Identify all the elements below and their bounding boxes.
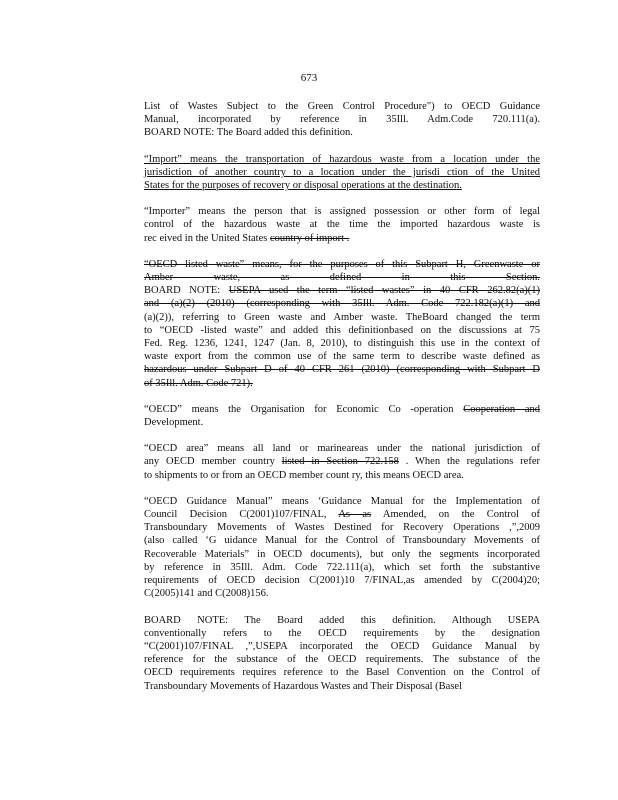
text-run: “OECD Guidance Manual” means ‘Guidance Manual for the Implementation of xyxy=(144,495,540,507)
text-run: “OECD area” means all land or marineareas under the national jurisdiction of xyxy=(144,443,540,455)
text-run: to shipments to or from an OECD member count ry, this means OECD area. xyxy=(144,469,464,481)
paragraph-oecd-guidance-manual xyxy=(144,495,540,601)
text-line xyxy=(144,153,540,166)
deleted-text: As as xyxy=(338,509,372,521)
text-line xyxy=(144,521,540,534)
text-line xyxy=(144,666,540,679)
text-line xyxy=(144,113,540,126)
paragraph-gap xyxy=(144,390,540,403)
text-line xyxy=(144,640,540,653)
paragraph-oecd-definition xyxy=(144,403,540,429)
text-line xyxy=(144,337,540,350)
text-line xyxy=(144,126,540,139)
text-run: requirements of OECD decision C(2001)10 7/FINAL,as amended by C(2004)20; xyxy=(144,575,540,587)
text-line xyxy=(144,271,540,284)
text-run: “C(2001)107/FINAL ,”,USEPA incorporated the OECD Guidance Manual by xyxy=(144,640,540,652)
text-run: (a)(2)), referring to Green waste and Amber waste. TheBoard changed the term xyxy=(144,311,540,323)
paragraph-green-control-procedure xyxy=(144,100,540,140)
text-line xyxy=(144,495,540,508)
paragraph-gap xyxy=(144,429,540,442)
text-line xyxy=(144,653,540,666)
text-line xyxy=(144,548,540,561)
paragraph-gap xyxy=(144,140,540,153)
deleted-text: “OECD listed waste” means, for the purposes of this Subpart H, Greenwaste or xyxy=(144,258,540,270)
text-run: waste export from the common use of the same term to describe waste defined as xyxy=(144,351,540,363)
text-run: Council Decision C(2001)107/FINAL, xyxy=(144,509,339,521)
text-run: . When the regulations refer xyxy=(398,456,540,468)
text-run: (also called ‘G uidance Manual for the Control of Transboundary Movements of xyxy=(144,535,540,547)
text-line xyxy=(144,442,540,455)
deleted-text: listed in Section 722.158 xyxy=(281,456,399,468)
deleted-text: hazardous under Subpart D of 40 CFR 261 (2010) (corresponding with Subpart D xyxy=(144,364,540,376)
text-line xyxy=(144,218,540,231)
text-run: to “OECD -listed waste” and added this definitionbased on the discussions at 75 xyxy=(144,324,540,336)
deleted-text: USEPA used the term “listed wastes” in 40 CFR 262.82(a)(1) xyxy=(228,285,540,297)
text-line xyxy=(144,508,540,521)
paragraph-oecd-area xyxy=(144,442,540,482)
text-line xyxy=(144,574,540,587)
document-body xyxy=(144,100,540,693)
inserted-text: jurisdiction of another country to a location under the jurisdi ction of the United xyxy=(144,166,540,178)
text-line xyxy=(144,627,540,640)
text-run: any OECD member country xyxy=(144,456,282,468)
text-line xyxy=(144,587,540,600)
text-line xyxy=(144,561,540,574)
text-run: “Importer” means the person that is assigned possession or other form of legal xyxy=(144,206,540,218)
text-run: Recoverable Materials” in OECD documents), but only the segments incorporated xyxy=(144,548,540,560)
text-run: BOARD NOTE: The Board added this definition. Although USEPA xyxy=(144,614,540,626)
deleted-text: country of import . xyxy=(269,232,350,244)
paragraph-gap xyxy=(144,482,540,495)
text-run: Development. xyxy=(144,417,204,429)
paragraph-importer-definition xyxy=(144,205,540,245)
paragraph-oecd-listed-waste xyxy=(144,258,540,390)
text-run: Transboundary Movements of Hazardous Wastes and Their Disposal (Basel xyxy=(144,680,462,692)
text-line xyxy=(144,403,540,416)
text-line xyxy=(144,232,540,245)
text-run: by reference in 35Ill. Adm. Code 722.111(a), which set forth the substantive xyxy=(144,561,540,573)
text-line xyxy=(144,311,540,324)
text-line xyxy=(144,377,540,390)
text-run: control of the hazardous waste at the time the imported hazardous waste is xyxy=(144,219,540,231)
paragraph-gap xyxy=(144,245,540,258)
text-line xyxy=(144,284,540,297)
text-line xyxy=(144,258,540,271)
text-line xyxy=(144,297,540,310)
deleted-text: of 35Ill. Adm. Code 721). xyxy=(144,377,253,389)
text-line xyxy=(144,350,540,363)
text-run: C(2005)141 and C(2008)156. xyxy=(144,588,269,600)
deleted-text: and (a)(2) (2010) (corresponding with 35Ill. Adm. Code 722.182(a)(1) and xyxy=(144,298,540,310)
text-run: BOARD NOTE: The Board added this definition. xyxy=(144,127,353,139)
deleted-text: Cooperation and xyxy=(463,403,540,415)
text-line xyxy=(144,534,540,547)
paragraph-gap xyxy=(144,601,540,614)
paragraph-board-note-usepa xyxy=(144,614,540,693)
page-number: 673 xyxy=(300,72,318,84)
text-line xyxy=(144,416,540,429)
text-run: Fed. Reg. 1236, 1241, 1247 (Jan. 8, 2010), to distinguish this use in the context of xyxy=(144,338,540,350)
inserted-text: States for the purposes of recovery or disposal operations at the destination. xyxy=(144,180,462,192)
text-run: BOARD NOTE: xyxy=(144,285,229,297)
text-line xyxy=(144,205,540,218)
inserted-text: “Import” means the transportation of hazardous waste from a location under the xyxy=(144,153,540,165)
text-line xyxy=(144,680,540,693)
text-line xyxy=(144,179,540,192)
text-line xyxy=(144,455,540,468)
text-run: “OECD” means the Organisation for Economic Co -operation xyxy=(144,403,464,415)
text-run: Transboundary Movements of Wastes Destined for Recovery Operations ,”,2009 xyxy=(144,522,540,534)
text-line xyxy=(144,363,540,376)
text-line xyxy=(144,614,540,627)
text-run: reference for the substance of the OECD requirements. The substance of the xyxy=(144,654,540,666)
text-run: Amended, on the Control of xyxy=(371,509,540,521)
paragraph-gap xyxy=(144,192,540,205)
text-line xyxy=(144,469,540,482)
text-run: Manual, incorporated by reference in 35Ill. Adm.Code 720.111(a). xyxy=(144,114,540,126)
text-line xyxy=(144,100,540,113)
paragraph-import-definition xyxy=(144,153,540,193)
text-line xyxy=(144,324,540,337)
text-run: OECD requirements requires reference to the Basel Convention on the Control of xyxy=(144,667,540,679)
text-run: rec eived in the United States xyxy=(144,232,270,244)
text-line xyxy=(144,166,540,179)
deleted-text: Amber waste, as defined in this Section. xyxy=(144,272,540,284)
text-run: conventionally refers to the OECD requirements by the designation xyxy=(144,627,540,639)
text-run: List of Wastes Subject to the Green Control Procedure") to OECD Guidance xyxy=(144,101,540,112)
